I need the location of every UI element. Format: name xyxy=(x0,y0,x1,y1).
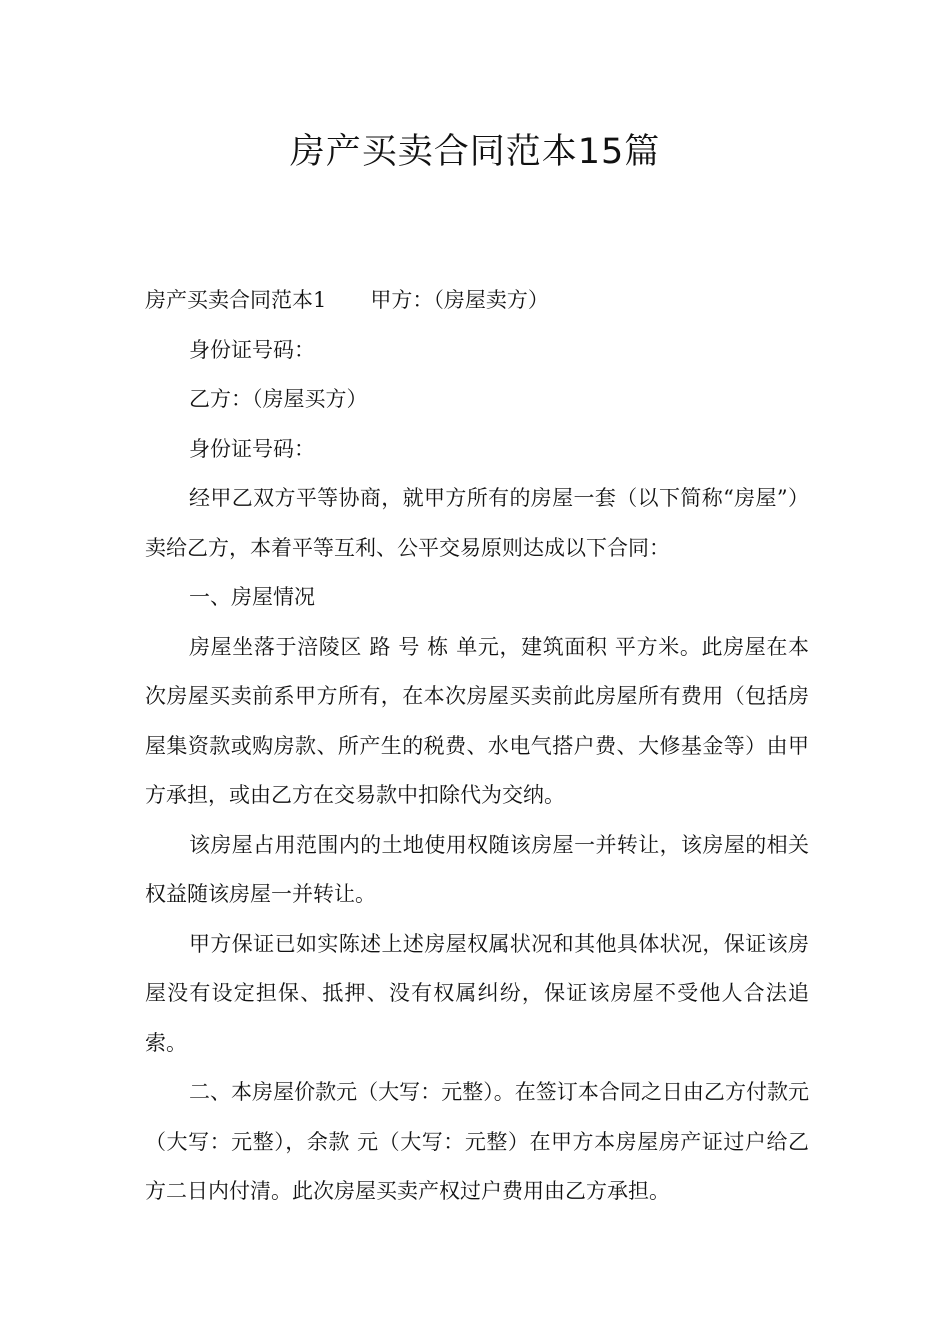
price-paragraph: 二、本房屋价款元（大写：元整）。在签订本合同之日由乙方付款元（大写：元整），余款 元（大写：元整）在甲方本房屋房产证过户给乙方二日内付清。此次房屋买卖产权过户费用由乙方承担。 xyxy=(145,1080,809,1203)
document-title: 房产买卖合同范本15篇 xyxy=(289,132,661,172)
land-rights-paragraph: 该房屋占用范围内的土地使用权随该房屋一并转让，该房屋的相关权益随该房屋一并转让。 xyxy=(145,832,809,906)
party-a-id-line: 身份证号码： xyxy=(189,337,315,362)
document-body xyxy=(145,276,809,1217)
party-a-label: 甲方：（房屋卖方） xyxy=(370,288,549,312)
party-b-label: 乙方：（房屋买方） xyxy=(189,387,368,411)
contract-number-heading: 房产买卖合同范本1 xyxy=(145,288,327,312)
section-heading-property: 一、房屋情况 xyxy=(189,585,315,609)
property-location-paragraph: 房屋坐落于涪陵区 路 号 栋 单元，建筑面积 平方米。此房屋在本次房屋买卖前系甲方所有，在本次房屋买卖前此房屋所有费用（包括房屋集资款或购房款、所产生的税费、水电气搭户费、大修基金等）由甲方承担，或由乙方在交易款中扣除代为交纳。 xyxy=(145,634,809,807)
seller-guarantee-paragraph: 甲方保证已如实陈述上述房屋权属状况和其他具体状况，保证该房屋没有设定担保、抵押、没有权属纠纷，保证该房屋不受他人合法追索。 xyxy=(145,931,809,1055)
preamble-paragraph: 经甲乙双方平等协商，就甲方所有的房屋一套（以下简称“房屋”）卖给乙方，本着平等互利、公平交易原则达成以下合同： xyxy=(145,486,809,560)
party-b-id-line: 身份证号码： xyxy=(189,436,315,461)
contract-heading-line xyxy=(145,276,809,326)
